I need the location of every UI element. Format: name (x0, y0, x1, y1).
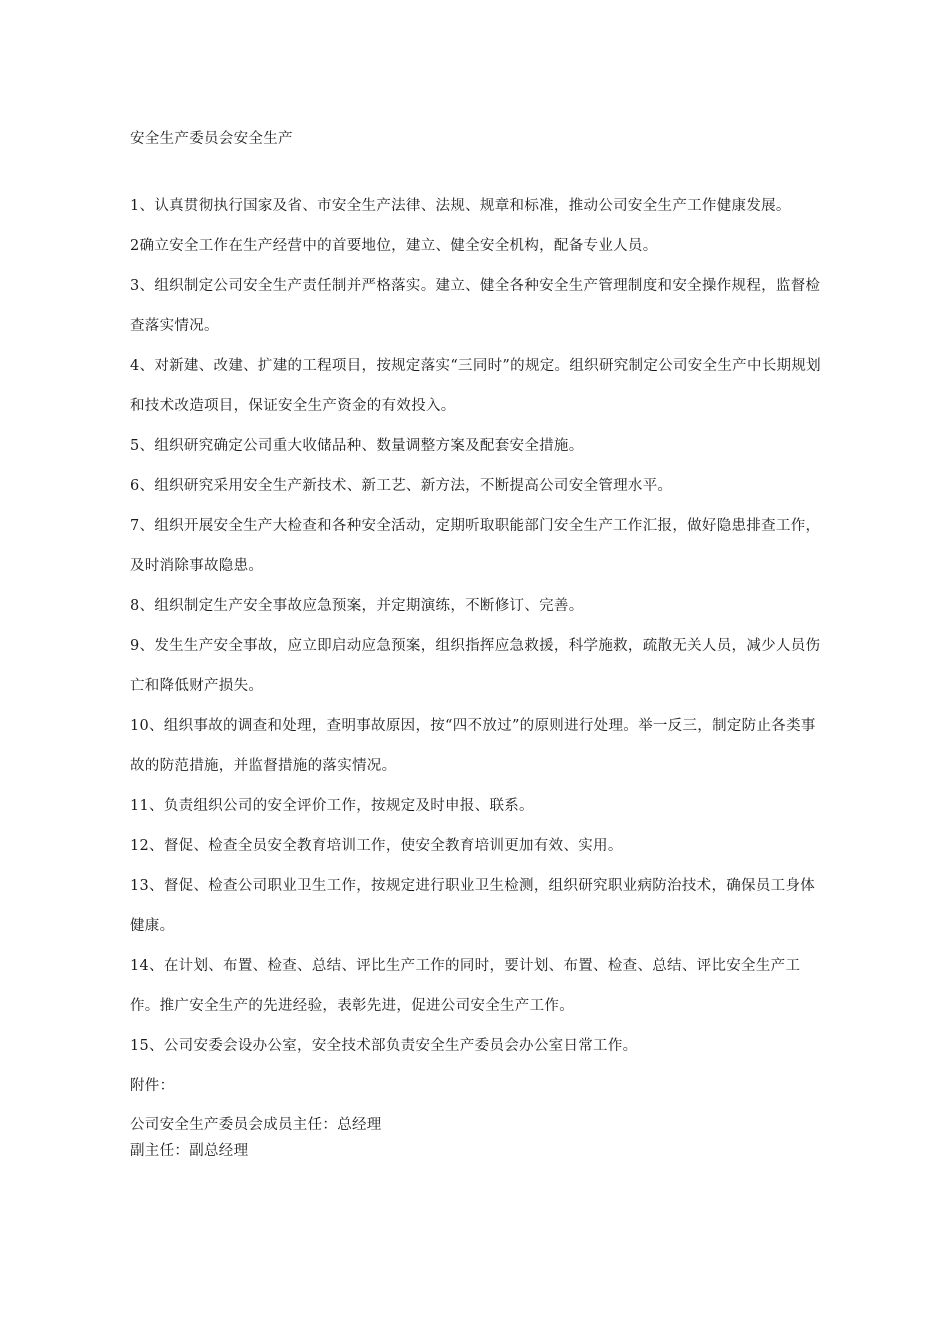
list-item: 15、公司安委会设办公室，安全技术部负责安全生产委员会办公室日常工作。 (130, 1038, 638, 1054)
attachment-label: 附件： (130, 1078, 175, 1094)
list-item: 1、认真贯彻执行国家及省、市安全生产法律、法规、规章和标准，推动公司安全生产工作健康发展。 (130, 198, 791, 214)
list-item: 7、组织开展安全生产大检查和各种安全活动，定期听取职能部门安全生产工作汇报，做好隐患排查工作，及时消除事故隐患。 (130, 518, 821, 574)
list-item: 10、组织事故的调查和处理，查明事故原因，按“四不放过”的原则进行处理。举一反三，制定防止各类事故的防范措施，并监督措施的落实情况。 (130, 718, 816, 774)
list-item: 2确立安全工作在生产经营中的首要地位，建立、健全安全机构，配备专业人员。 (130, 238, 658, 254)
list-item: 11、负责组织公司的安全评价工作，按规定及时申报、联系。 (130, 798, 534, 814)
list-item: 3、组织制定公司安全生产责任制并严格落实。建立、健全各种安全生产管理制度和安全操作规程，监督检查落实情况。 (130, 278, 821, 334)
list-item: 5、组织研究确定公司重大收储品种、数量调整方案及配套安全措施。 (130, 438, 584, 454)
list-item: 14、在计划、布置、检查、总结、评比生产工作的同时，要计划、布置、检查、总结、评比安全生产工作。推广安全生产的先进经验，表彰先进，促进公司安全生产工作。 (130, 958, 801, 1014)
list-item: 8、组织制定生产安全事故应急预案，并定期演练，不断修订、完善。 (130, 598, 584, 614)
committee-members (130, 1112, 822, 1164)
list-item: 12、督促、检查全员安全教育培训工作，使安全教育培训更加有效、实用。 (130, 838, 623, 854)
list-item: 4、对新建、改建、扩建的工程项目，按规定落实“三同时”的规定。组织研究制定公司安全生产中长期规划和技术改造项目，保证安全生产资金的有效投入。 (130, 358, 821, 414)
members-line-deputy: 副主任：副总经理 (130, 1143, 249, 1159)
document-title: 安全生产委员会安全生产 (130, 131, 293, 147)
list-item: 9、发生生产安全事故，应立即启动应急预案，组织指挥应急救援，科学施救，疏散无关人员，减少人员伤亡和降低财产损失。 (130, 638, 821, 694)
members-line-director: 公司安全生产委员会成员主任：总经理 (130, 1117, 382, 1133)
list-item: 13、督促、检查公司职业卫生工作，按规定进行职业卫生检测，组织研究职业病防治技术，确保员工身体健康。 (130, 878, 816, 934)
list-item: 6、组织研究采用安全生产新技术、新工艺、新方法，不断提高公司安全管理水平。 (130, 478, 673, 494)
document-body (130, 126, 822, 1164)
